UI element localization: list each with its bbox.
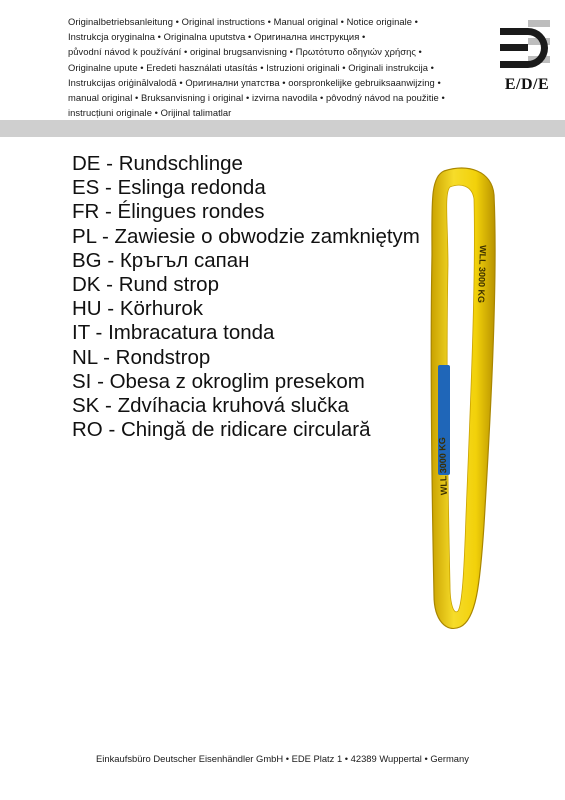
product-title: PL - Zawiesie o obwodzie zamkniętym bbox=[72, 224, 420, 248]
product-title: ES - Eslinga redonda bbox=[72, 176, 266, 200]
product-title: DK - Rund strop bbox=[72, 273, 219, 297]
product-title: IT - Imbracatura tonda bbox=[72, 321, 275, 345]
logo-caption: E/D/E bbox=[504, 76, 550, 93]
instructions-line: původní návod k používání • original brugsanvisning • Πρωτότυπο οδηγιών χρήσης • bbox=[68, 46, 422, 58]
round-sling-image bbox=[410, 165, 520, 635]
sling-label-text: WLL 3000 KG bbox=[475, 244, 488, 304]
instructions-line: Originalbetriebsanleitung • Original instructions • Manual original • Notice originale • bbox=[68, 16, 418, 27]
sling-label-text: WLL 3000 KG bbox=[436, 437, 449, 496]
product-title: FR - Élingues rondes bbox=[72, 200, 265, 224]
product-title: SI - Obesa z okroglim presekom bbox=[72, 369, 365, 393]
product-title: SK - Zdvíhacia kruhová slučka bbox=[72, 394, 349, 418]
instructions-line: instrucțiuni originale • Orijinal talimatlar bbox=[68, 107, 232, 119]
footer-address: Einkaufsbüro Deutscher Eisenhändler GmbH • EDE Platz 1 • 42389 Wuppertal • Germany bbox=[96, 753, 469, 764]
product-title: NL - Rondstrop bbox=[72, 345, 211, 369]
product-title: HU - Körhurok bbox=[72, 297, 204, 321]
product-title: RO - Chingă de ridicare circulară bbox=[72, 418, 371, 442]
instructions-line: Instrukcijas oriģinālvalodā • Оригинални упатства • oorspronkelijke gebruiksaanwijzing • bbox=[68, 76, 441, 88]
instructions-line: Originalne upute • Eredeti használati utasítás • Istruzioni originali • Originali instrukcija • bbox=[68, 61, 434, 73]
product-title: BG - Кръгъл сапан bbox=[72, 248, 250, 272]
instructions-line: manual original • Bruksanvisning i original • izvirna navodila • pôvodný návod na použitie • bbox=[68, 92, 445, 104]
product-title: DE - Rundschlinge bbox=[72, 152, 243, 175]
header-divider-band bbox=[0, 120, 565, 137]
product-title-list bbox=[72, 152, 420, 442]
instructions-line: Instrukcja oryginalna • Originalna uputstva • Оригинална инструкция • bbox=[68, 31, 366, 43]
instructions-languages-block bbox=[68, 14, 498, 120]
